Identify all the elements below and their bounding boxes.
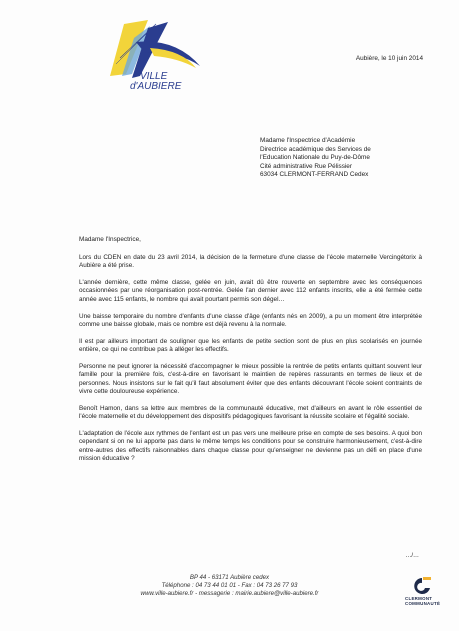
logo-text-line1: VILLE [140, 71, 168, 82]
paragraph: Une baisse temporaire du nombre d'enfants d'une classe d'âge (enfants nés en 2009), a pu un moment être interprétée comme une baisse globale, mais ce nombre est déjà revenu à la normale. [79, 312, 422, 328]
paragraph: L'année dernière, cette même classe, gelée en juin, avait dû être rouverte en septembre avec les conséquences occasionnées par une réorganisation post-rentrée. Gelée l'an dernier avec 112 enfants inscrits, elle a été fermée cette année avec 115 enfants, le nombre qui avait pourtant permis son dégel… [79, 279, 422, 303]
clermont-communaute-text [405, 596, 440, 606]
footer-phone: Téléphone : 04 73 44 01 01 - Fax : 04 73 26 77 93 [161, 582, 298, 590]
address-line: Cité administrative Rue Pélissier [260, 162, 352, 170]
address-line: Madame l'Inspectrice d'Académie [260, 137, 356, 144]
address-line: Directrice académique des Services de [260, 145, 371, 153]
salutation: Madame l'Inspectrice, [79, 236, 141, 243]
address-line: l'Education Nationale du Puy-de-Dôme [260, 154, 370, 162]
paragraph: Benoît Hamon, dans sa lettre aux membres de la communauté éducative, met d'ailleurs en avant le rôle essentiel de l'école maternelle et du développement des dispositifs pédagogiques favorisant la réussite scolaire et l'égalité sociale. [79, 404, 422, 421]
cc-line2: COMMUNAUTÉ [405, 601, 441, 606]
recipient-address [260, 137, 450, 180]
cc-logo-accent [423, 577, 431, 580]
footer-web: www.ville-aubiere.fr - messagerie : mairie.aubiere@ville-aubiere.fr [140, 590, 319, 598]
address-line: 63034 CLERMONT-FERRAND Cedex [260, 171, 369, 179]
paragraph: Il est par ailleurs important de souligner que les enfants de petite section sont de plus en plus scolarisés en journée entière, ce qui ne contribue pas à alléger les effectifs. [79, 337, 422, 354]
paragraph: L'adaptation de l'école aux rythmes de l'enfant est un pas vers une meilleure prise en compte de ses besoins. A quoi bon cependant si on ne lui apporte pas dans le même temps les conditions pour se construire harmonieusement, c'est-à-dire entre-autres des effectifs raisonnables dans chaque classe pour qu'enseigner ne devienne pas un défi en place d'une mission éducative ? [79, 430, 422, 462]
logo-text-line2: d'AUBIERE [130, 81, 182, 92]
footer-address: BP 44 - 63171 Aubière cedex [189, 574, 270, 581]
letter-date: Aubière, le 10 juin 2014 [355, 55, 423, 62]
logo-text [130, 72, 181, 92]
paragraph: Lors du CDEN en date du 23 avril 2014, la décision de la fermeture d'une classe de l'école maternelle Vercingétorix à Aubière a été prise. [79, 254, 422, 270]
letter-body [79, 254, 422, 472]
cc-logo-mark [414, 578, 430, 594]
footer [0, 574, 459, 598]
continuation-mark: …/… [405, 553, 419, 559]
paragraph: Personne ne peut ignorer la nécessité d'accompagner le mieux possible la rentrée de petits enfants quittant souvent leur famille pour la première fois, c'est-à-dire en favorisant le maintien de repères rassurants en termes de lieux et de personnes. Nous insistons sur le fait qu'il faut absolument éviter que des enfants découvrant l'école soient contraints de vivre cette douloureuse expérience. [79, 363, 422, 395]
cc-line1: CLERMONT [405, 596, 433, 601]
